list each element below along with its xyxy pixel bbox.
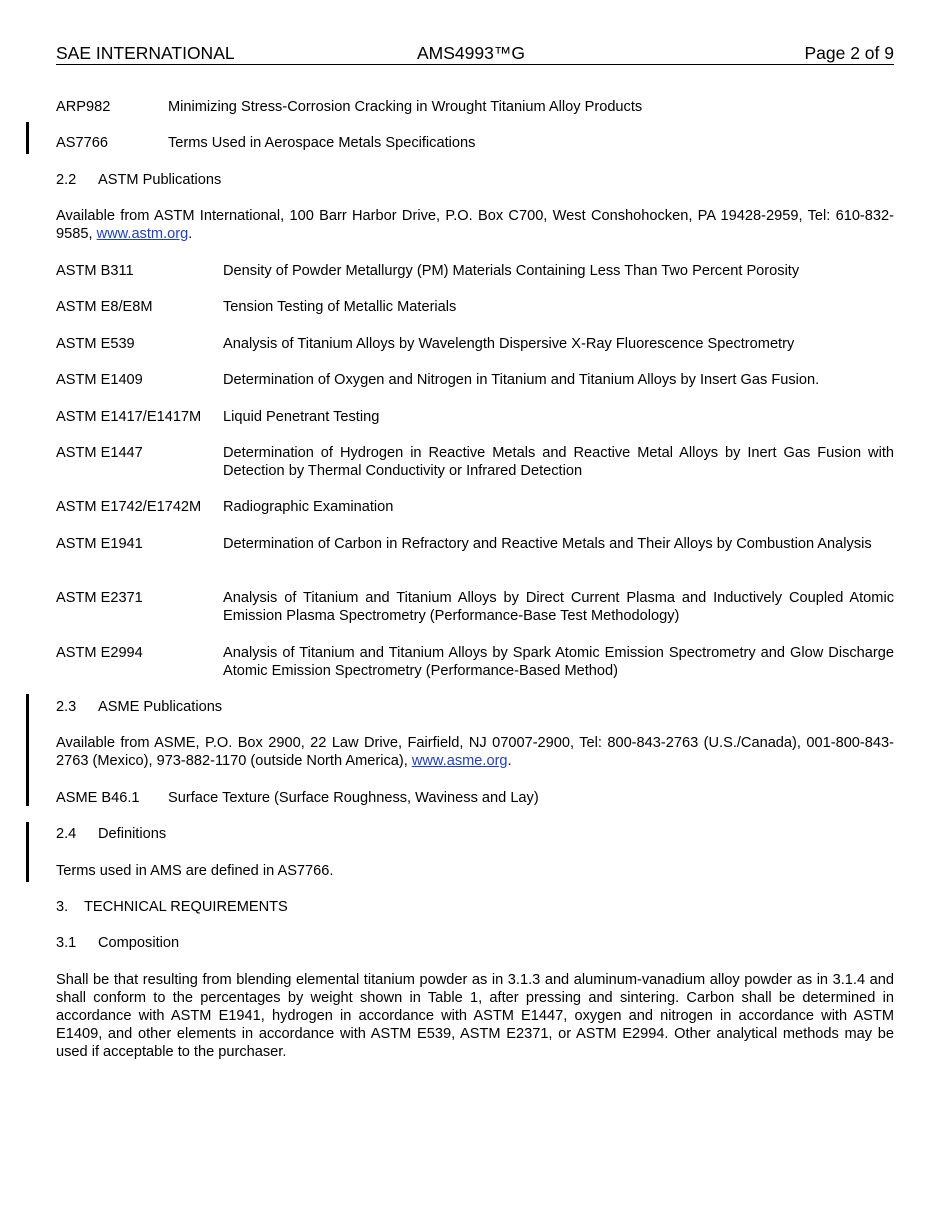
- reference-item: [56, 535, 894, 553]
- reference-title: Tension Testing of Metallic Materials: [223, 299, 457, 315]
- availability-text: Available from ASME, P.O. Box 2900, 22 Law Drive, Fairfield, NJ 07007-2900, Tel: 800-843-2763 (U.S./Canada), 001-800-843-2763 (Mexico), 973-882-1170 (outside North America),: [56, 735, 894, 769]
- reference-code: ASTM E8/E8M: [56, 299, 153, 315]
- reference-code: ASTM E2371: [56, 590, 143, 606]
- reference-title: Analysis of Titanium and Titanium Alloys by Direct Current Plasma and Inductively Coupled Atomic Emission Plasma Spectrometry (Performance-Base Test Methodology): [223, 590, 894, 624]
- section-number: 3.1: [56, 935, 77, 951]
- definitions-paragraph: Terms used in AMS are defined in AS7766.: [56, 863, 334, 879]
- period: .: [507, 753, 512, 769]
- reference-item: [56, 444, 894, 480]
- reference-title: Density of Powder Metallurgy (PM) Materials Containing Less Than Two Percent Porosity: [223, 263, 800, 279]
- page-header: [56, 43, 894, 65]
- reference-code: ASTM E1409: [56, 372, 143, 388]
- change-bar: [26, 694, 29, 806]
- change-bar: [26, 122, 29, 154]
- reference-code: ASTM E1941: [56, 536, 143, 552]
- section-number: 2.3: [56, 699, 77, 715]
- reference-title: Radiographic Examination: [223, 499, 394, 515]
- reference-title: Liquid Penetrant Testing: [223, 409, 380, 425]
- section-heading: [56, 934, 894, 952]
- section-title: ASME Publications: [98, 699, 223, 715]
- reference-item: [56, 789, 894, 807]
- reference-item: [56, 644, 894, 680]
- reference-title: Terms Used in Aerospace Metals Specifications: [168, 135, 476, 151]
- availability-paragraph: [56, 207, 894, 243]
- section-number: 2.2: [56, 172, 77, 188]
- reference-item: [56, 589, 894, 625]
- reference-title: Determination of Oxygen and Nitrogen in Titanium and Titanium Alloys by Insert Gas Fusion.: [223, 372, 820, 388]
- reference-code: ASTM E1447: [56, 445, 143, 461]
- reference-code: ASTM E1742/E1742M: [56, 499, 202, 515]
- availability-paragraph: [56, 734, 894, 770]
- reference-title: Determination of Carbon in Refractory and Reactive Metals and Their Alloys by Combustion Analysis: [223, 536, 872, 552]
- asme-link[interactable]: www.asme.org: [411, 753, 508, 769]
- reference-item: [56, 371, 894, 389]
- reference-title: Analysis of Titanium and Titanium Alloys by Spark Atomic Emission Spectrometry and Glow Discharge Atomic Emission Spectrometry (Performance-Based Method): [223, 645, 894, 679]
- astm-link[interactable]: www.astm.org: [96, 226, 189, 242]
- reference-item: [56, 98, 894, 116]
- reference-title: Surface Texture (Surface Roughness, Waviness and Lay): [168, 790, 539, 806]
- reference-item: [56, 498, 894, 516]
- section-heading: [56, 698, 894, 716]
- reference-title: Determination of Hydrogen in Reactive Metals and Reactive Metal Alloys by Inert Gas Fusion with Detection by Thermal Conductivity or Infrared Detection: [223, 445, 894, 479]
- header-page-number: Page 2 of 9: [804, 43, 894, 63]
- reference-code: ARP982: [56, 99, 111, 115]
- reference-code: ASTM B311: [56, 263, 134, 279]
- reference-code: ASTM E2994: [56, 645, 143, 661]
- header-doc-number: AMS4993™G: [417, 43, 525, 63]
- change-bar: [26, 822, 29, 882]
- reference-item: [56, 134, 894, 152]
- reference-code: AS7766: [56, 135, 108, 151]
- section-heading: [56, 825, 894, 843]
- reference-code: ASME B46.1: [56, 790, 140, 806]
- reference-item: [56, 298, 894, 316]
- reference-title: Analysis of Titanium Alloys by Wavelength Dispersive X-Ray Fluorescence Spectrometry: [223, 336, 795, 352]
- reference-title: Minimizing Stress-Corrosion Cracking in Wrought Titanium Alloy Products: [168, 99, 643, 115]
- period: .: [188, 226, 193, 242]
- section-title: TECHNICAL REQUIREMENTS: [84, 899, 288, 915]
- reference-item: [56, 408, 894, 426]
- section-title: Definitions: [98, 826, 167, 842]
- section-heading: [56, 171, 894, 189]
- section-number: 3.: [56, 899, 69, 915]
- availability-text: Available from ASTM International, 100 Barr Harbor Drive, P.O. Box C700, West Conshohocken, PA 19428-2959, Tel: 610-832-9585,: [56, 208, 894, 242]
- section-title: Composition: [98, 935, 180, 951]
- reference-item: [56, 262, 894, 280]
- header-org: SAE INTERNATIONAL: [56, 43, 235, 63]
- reference-code: ASTM E1417/E1417M: [56, 409, 202, 425]
- reference-code: ASTM E539: [56, 336, 135, 352]
- section-title: ASTM Publications: [98, 172, 222, 188]
- reference-item: [56, 335, 894, 353]
- section-heading: [56, 898, 894, 916]
- section-number: 2.4: [56, 826, 77, 842]
- composition-paragraph: Shall be that resulting from blending elemental titanium powder as in 3.1.3 and aluminum-vanadium alloy powder as in 3.1.4 and shall conform to the percentages by weight shown in Table 1, after pressing and sintering. Carbon shall be determined in accordance with ASTM E1941, hydrogen in accordance with ASTM E1447, oxygen and nitrogen in accordance with ASTM E1409, and other elements in accordance with ASTM E539, ASTM E2371, or ASTM E2994. Other analytical methods may be used if acceptable to the purchaser.: [56, 972, 894, 1060]
